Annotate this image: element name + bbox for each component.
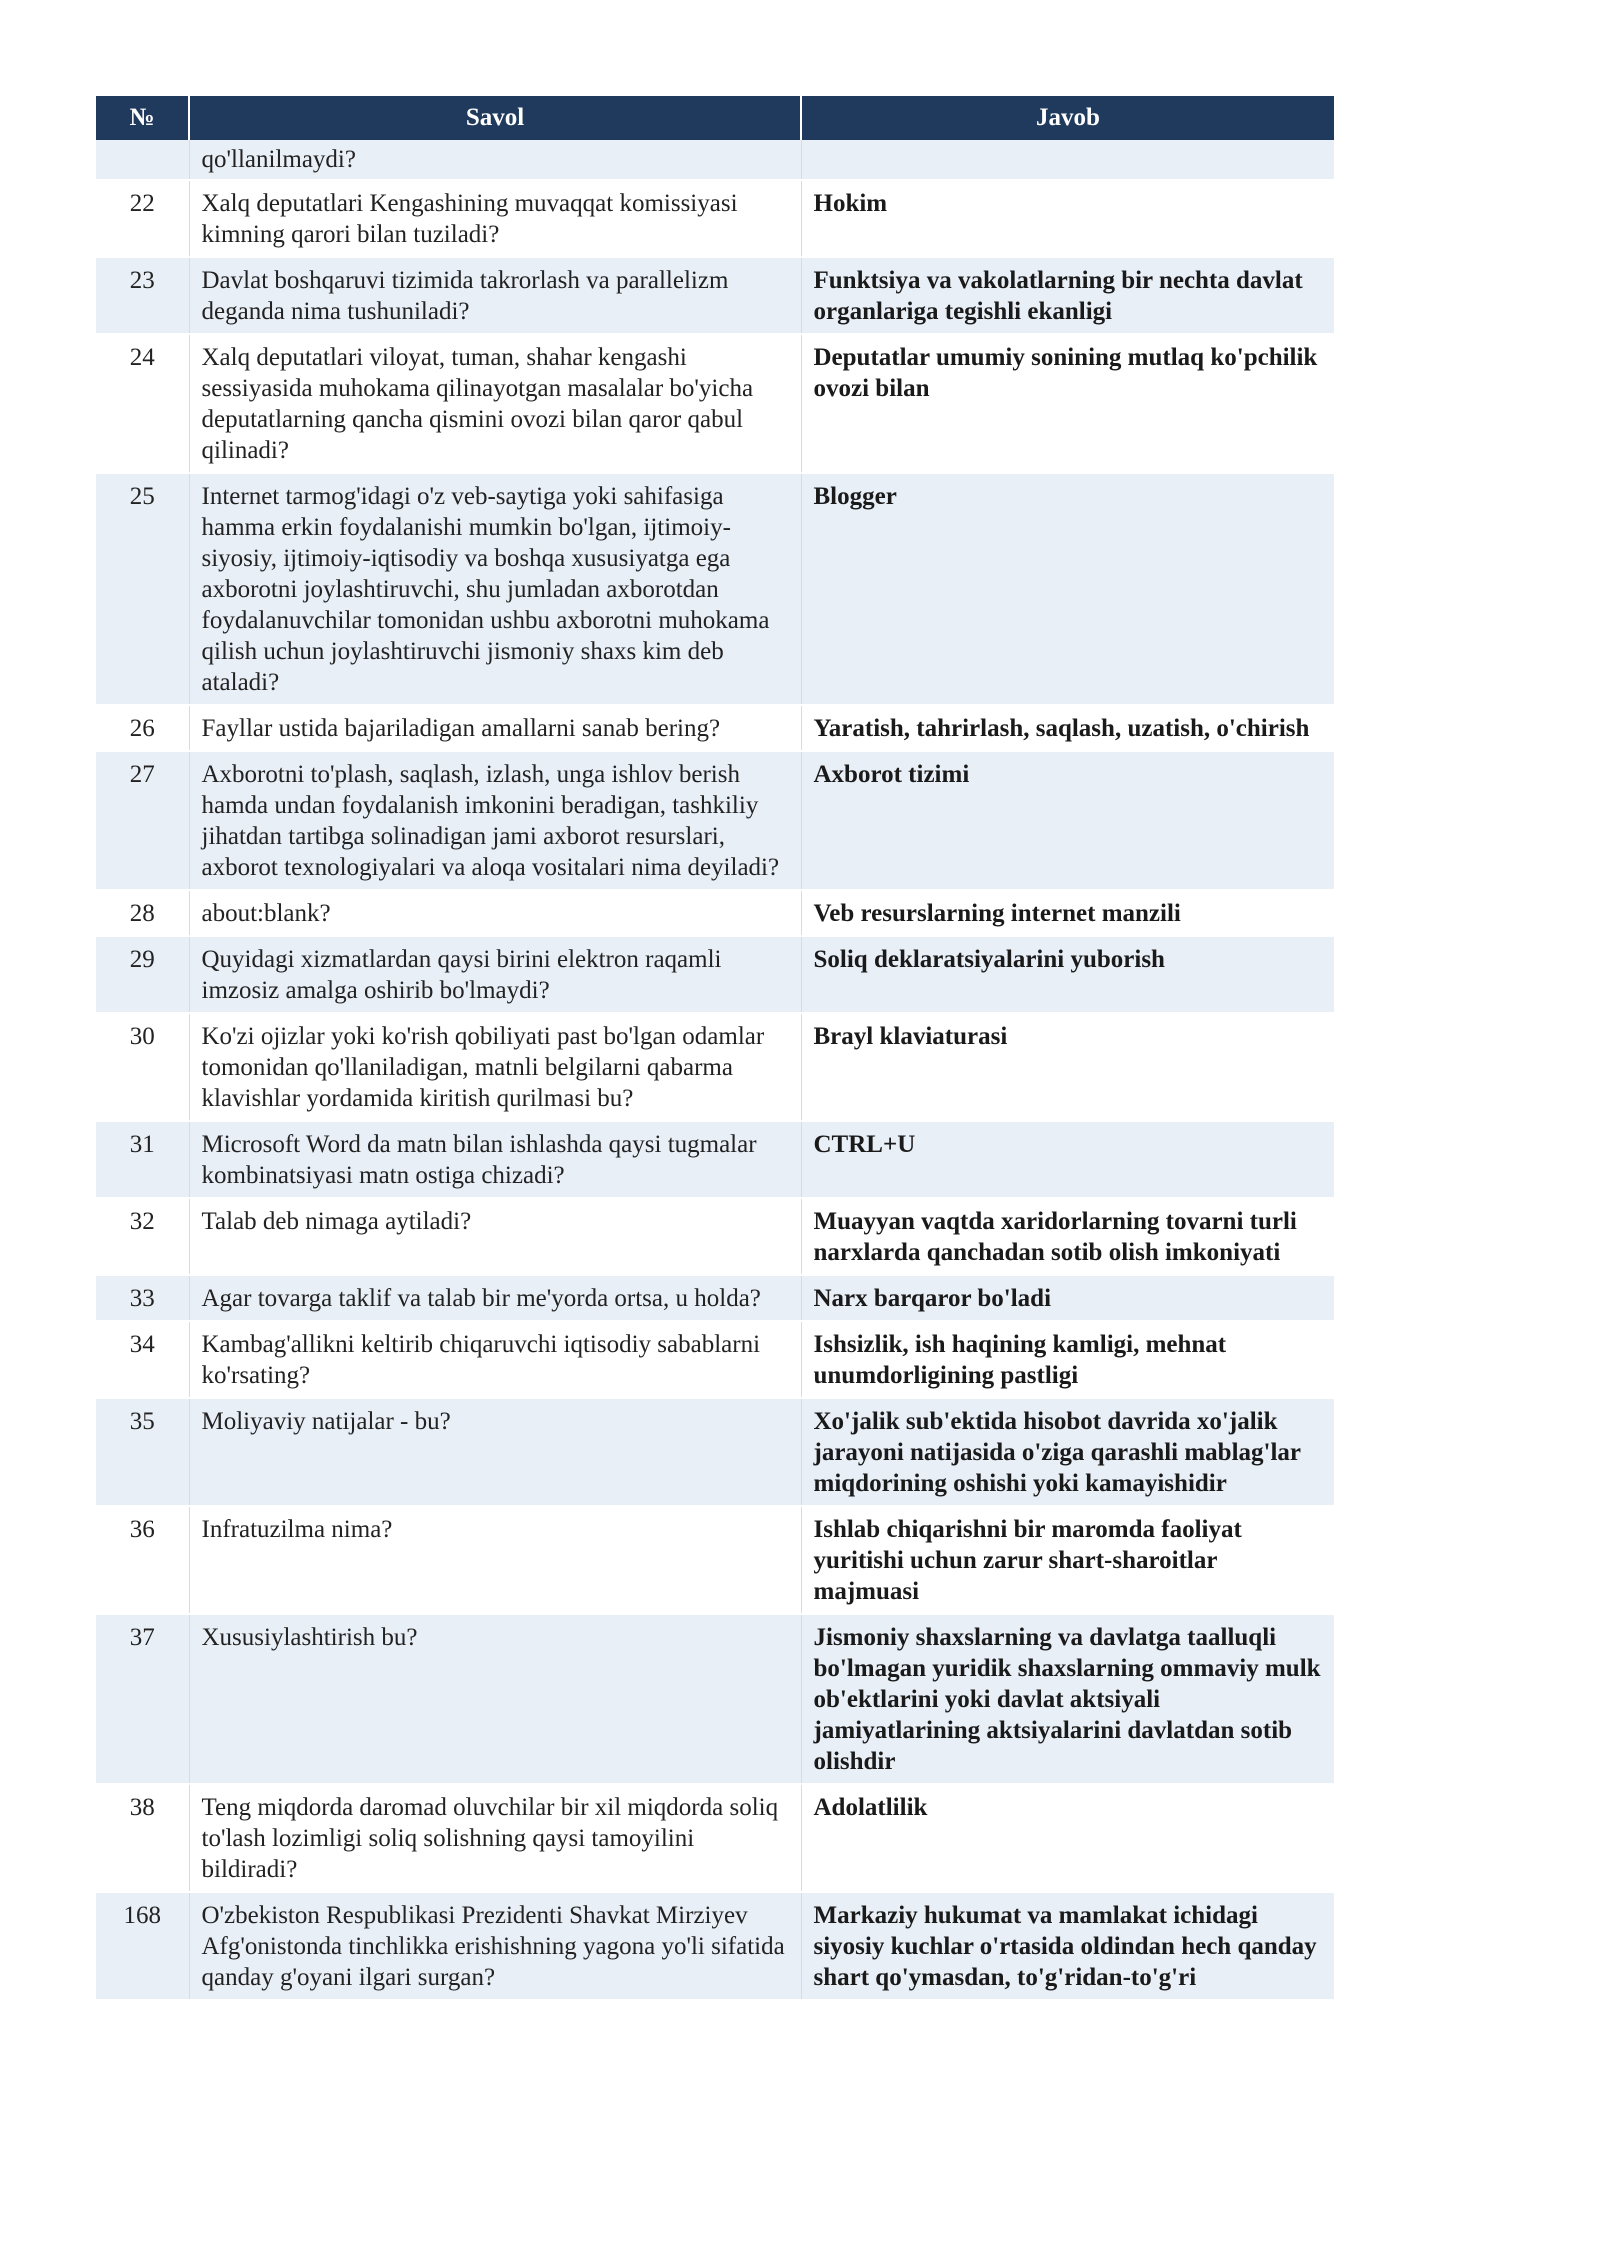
table-row <box>96 1121 1334 1198</box>
row-question: Davlat boshqaruvi tizimida takrorlash va parallelizm deganda nima tushuniladi? <box>189 257 801 334</box>
row-number: 31 <box>96 1121 189 1198</box>
row-number: 26 <box>96 705 189 751</box>
row-answer: Ishsizlik, ish haqining kamligi, mehnat unumdorligining pastligi <box>801 1321 1334 1398</box>
table-row <box>96 1013 1334 1121</box>
table-row <box>96 1398 1334 1506</box>
table-row <box>96 1506 1334 1614</box>
row-answer: Markaziy hukumat va mamlakat ichidagi siyosiy kuchlar o'rtasida oldindan hech qanday shart qo'ymasdan, to'g'ridan-to'g'ri <box>801 1892 1334 2000</box>
row-question: Infratuzilma nima? <box>189 1506 801 1614</box>
row-answer: Xo'jalik sub'ektida hisobot davrida xo'jalik jarayoni natijasida o'ziga qarashli mablag'lar miqdorining oshishi yoki kamayishidir <box>801 1398 1334 1506</box>
row-number: 34 <box>96 1321 189 1398</box>
table-row <box>96 936 1334 1013</box>
row-number: 24 <box>96 334 189 473</box>
row-question: qo'llanilmaydi? <box>189 140 801 180</box>
row-question: Axborotni to'plash, saqlash, izlash, unga ishlov berish hamda undan foydalanish imkonini beradigan, tashkiliy jihatdan tartibga solinadigan jami axborot resurslari, axborot texnologiyalari va aloqa vositalari nima deyiladi? <box>189 751 801 890</box>
row-question: Talab deb nimaga aytiladi? <box>189 1198 801 1275</box>
row-number: 29 <box>96 936 189 1013</box>
row-number: 36 <box>96 1506 189 1614</box>
row-number: 28 <box>96 890 189 936</box>
header-question: Savol <box>189 96 801 140</box>
table-row <box>96 180 1334 257</box>
row-question: Moliyaviy natijalar - bu? <box>189 1398 801 1506</box>
row-answer: Jismoniy shaxslarning va davlatga taalluqli bo'lmagan yuridik shaxslarning ommaviy mulk ob'ektlarini yoki davlat aktsiyali jamiyatlarining aktsiyalarini davlatdan sotib olishdir <box>801 1614 1334 1784</box>
row-answer: Yaratish, tahrirlash, saqlash, uzatish, o'chirish <box>801 705 1334 751</box>
header-answer: Javob <box>801 96 1334 140</box>
row-answer: Brayl klaviaturasi <box>801 1013 1334 1121</box>
table-row <box>96 705 1334 751</box>
row-question: Xalq deputatlari viloyat, tuman, shahar kengashi sessiyasida muhokama qilinayotgan masalalar bo'yicha deputatlarning qancha qismini ovozi bilan qaror qabul qilinadi? <box>189 334 801 473</box>
row-question: Ko'zi ojizlar yoki ko'rish qobiliyati past bo'lgan odamlar tomonidan qo'llaniladigan, matnli belgilarni qabarma klavishlar yordamida kiritish qurilmasi bu? <box>189 1013 801 1121</box>
row-answer: Adolatlilik <box>801 1784 1334 1892</box>
table-row <box>96 140 1334 180</box>
row-answer: Hokim <box>801 180 1334 257</box>
row-answer: Veb resurslarning internet manzili <box>801 890 1334 936</box>
row-answer: Deputatlar umumiy sonining mutlaq ko'pchilik ovozi bilan <box>801 334 1334 473</box>
row-answer: Funktsiya va vakolatlarning bir nechta davlat organlariga tegishli ekanligi <box>801 257 1334 334</box>
row-question: Fayllar ustida bajariladigan amallarni sanab bering? <box>189 705 801 751</box>
row-question: Agar tovarga taklif va talab bir me'yorda ortsa, u holda? <box>189 1275 801 1321</box>
table-row <box>96 473 1334 705</box>
row-answer: Axborot tizimi <box>801 751 1334 890</box>
row-answer: Muayyan vaqtda xaridorlarning tovarni turli narxlarda qanchadan sotib olish imkoniyati <box>801 1198 1334 1275</box>
row-number: 22 <box>96 180 189 257</box>
document-page <box>96 96 1334 2001</box>
header-number: № <box>96 96 189 140</box>
row-answer: CTRL+U <box>801 1121 1334 1198</box>
row-question: Teng miqdorda daromad oluvchilar bir xil miqdorda soliq to'lash lozimligi soliq solishning qaysi tamoyilini bildiradi? <box>189 1784 801 1892</box>
row-answer: Blogger <box>801 473 1334 705</box>
row-question: Internet tarmog'idagi o'z veb-saytiga yoki sahifasiga hamma erkin foydalanishi mumkin bo'lgan, ijtimoiy-siyosiy, ijtimoiy-iqtisodiy va boshqa xususiyatga ega axborotni joylashtiruvchi, shu jumladan axborotdan foydalanuvchilar tomonidan ushbu axborotni muhokama qilish uchun joylashtiruvchi jismoniy shaxs kim deb ataladi? <box>189 473 801 705</box>
table-row <box>96 1892 1334 2000</box>
table-row <box>96 1614 1334 1784</box>
row-number: 37 <box>96 1614 189 1784</box>
table-row <box>96 1275 1334 1321</box>
table-row <box>96 1321 1334 1398</box>
row-number: 27 <box>96 751 189 890</box>
row-answer: Ishlab chiqarishni bir maromda faoliyat yuritishi uchun zarur shart-sharoitlar majmuasi <box>801 1506 1334 1614</box>
table-header-row <box>96 96 1334 140</box>
row-answer: Narx barqaror bo'ladi <box>801 1275 1334 1321</box>
table-row <box>96 890 1334 936</box>
row-number: 38 <box>96 1784 189 1892</box>
row-number: 30 <box>96 1013 189 1121</box>
table-row <box>96 257 1334 334</box>
table-row <box>96 751 1334 890</box>
row-number: 33 <box>96 1275 189 1321</box>
table-row <box>96 334 1334 473</box>
table-row <box>96 1198 1334 1275</box>
row-question: Xususiylashtirish bu? <box>189 1614 801 1784</box>
row-question: Microsoft Word da matn bilan ishlashda qaysi tugmalar kombinatsiyasi matn ostiga chizadi? <box>189 1121 801 1198</box>
row-answer <box>801 140 1334 180</box>
row-number: 35 <box>96 1398 189 1506</box>
row-answer: Soliq deklaratsiyalarini yuborish <box>801 936 1334 1013</box>
row-number: 32 <box>96 1198 189 1275</box>
row-number: 23 <box>96 257 189 334</box>
row-question: about:blank? <box>189 890 801 936</box>
table-row <box>96 1784 1334 1892</box>
row-number: 25 <box>96 473 189 705</box>
row-question: Quyidagi xizmatlardan qaysi birini elektron raqamli imzosiz amalga oshirib bo'lmaydi? <box>189 936 801 1013</box>
row-question: Xalq deputatlari Kengashining muvaqqat komissiyasi kimning qarori bilan tuziladi? <box>189 180 801 257</box>
row-question: O'zbekiston Respublikasi Prezidenti Shavkat Mirziyev Afg'onistonda tinchlikka erishishning yagona yo'li sifatida qanday g'oyani ilgari surgan? <box>189 1892 801 2000</box>
row-question: Kambag'allikni keltirib chiqaruvchi iqtisodiy sabablarni ko'rsating? <box>189 1321 801 1398</box>
row-number: 168 <box>96 1892 189 2000</box>
qa-table <box>96 96 1334 2001</box>
row-number <box>96 140 189 180</box>
